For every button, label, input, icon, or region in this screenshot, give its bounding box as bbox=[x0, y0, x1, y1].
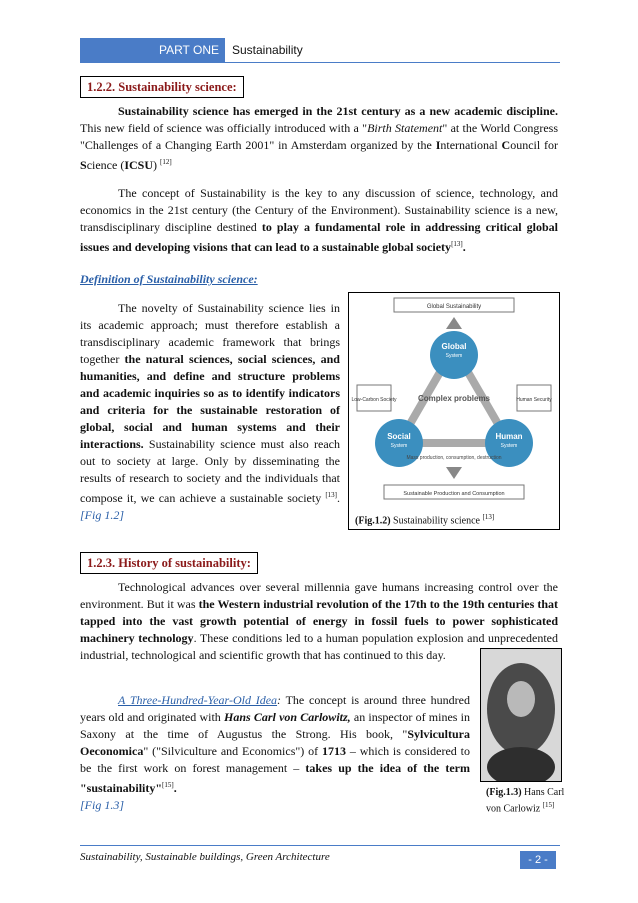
svg-text:Human: Human bbox=[495, 432, 523, 441]
fig-1-2-reference[interactable]: [Fig 1.2] bbox=[80, 508, 125, 522]
definition-heading: Definition of Sustainability science: bbox=[80, 272, 258, 286]
figure-1-3-caption: (Fig.1.3) Hans Carl von Carlowiz [15] bbox=[486, 787, 565, 815]
portrait-image bbox=[481, 649, 561, 781]
sustainability-diagram bbox=[349, 293, 559, 507]
top-label: Global Sustainability bbox=[426, 304, 482, 310]
svg-text:System: System bbox=[500, 443, 518, 449]
svg-text:System: System bbox=[390, 443, 408, 449]
definition-text bbox=[80, 300, 340, 524]
figure-1-2-caption: (Fig.1.2) Sustainability science [13] bbox=[355, 513, 495, 527]
section1-text bbox=[80, 103, 558, 256]
svg-text:Global: Global bbox=[441, 342, 467, 351]
fig-1-3-reference[interactable]: [Fig 1.3] bbox=[80, 798, 125, 812]
header-title: Sustainability bbox=[232, 43, 303, 57]
svg-text:Human Security: Human Security bbox=[516, 397, 552, 403]
svg-text:Low-Carbon Society: Low-Carbon Society bbox=[351, 397, 397, 403]
section-heading-sustainability-science: 1.2.2. Sustainability science: bbox=[80, 76, 244, 98]
section-heading-history: 1.2.3. History of sustainability: bbox=[80, 552, 258, 574]
paragraph-1: Sustainability science has emerged in the 21st century as a new academic discipline. This new field of science was officially introduced with a "Birth Statement" at the World Congress "Challenges of a Changing Earth 2001" in Amsterdam organized by the International Council for Science (ICSU) [12] bbox=[80, 104, 559, 172]
footer-text: Sustainability, Sustainable buildings, Green Architecture bbox=[80, 851, 330, 863]
paragraph-3: The novelty of Sustainability science lies in its academic approach; must therefore establish a transdisciplinary academic framework that brings together the natural sciences, social sciences, and humanities, and define and structure problems and academic inquiries so as to identify indicators and criteria for the sustainable restoration of global, social and human systems and their interactions. Sustainability science must also reach out to society at large. Only by disseminating the results of research to society and the individuals that compose it, we can achieve a sustainable society [13]. [Fig 1.2] bbox=[80, 301, 340, 522]
header-divider bbox=[80, 62, 560, 63]
svg-text:Social: Social bbox=[387, 432, 411, 441]
svg-text:System: System bbox=[445, 353, 463, 359]
paragraph-5: A Three-Hundred-Year-Old Idea: The concept is around three hundred years old and originated with Hans Carl von Carlowitz, an inspector of mines in Saxony at the time of Augustus the Strong. His book, "Sylvicultura Oeconomica" ("Silviculture and Economics") of 1713 – which is considered to be the first work on forest management – takes up the idea of the term "sustainability"[15]. [Fig 1.3] bbox=[80, 693, 471, 812]
portrait-figure bbox=[480, 648, 562, 782]
history-text-bottom bbox=[80, 692, 470, 814]
bottom-label: Sustainable Production and Consumption bbox=[403, 491, 505, 497]
header-part-label: PART ONE bbox=[80, 38, 225, 62]
center-label: Complex problems bbox=[417, 394, 491, 403]
paragraph-2: The concept of Sustainability is the key to any discussion of science, technology, and economics in the 21st century (the Century of the Environment). Sustainability science is a new, transdisciplinary discipline destined to play a fundamental role in addressing critical global issues and developing visions that can lead to a sustainable global society[13]. bbox=[80, 186, 558, 254]
page-number: - 2 - bbox=[520, 851, 556, 869]
footer-divider bbox=[80, 845, 560, 846]
paragraph-4: Technological advances over several millennia gave humans increasing control over the environment. But it was the Western industrial revolution of the 17th to the 19th centuries that tapped into the vast growth potential of energy in fossil fuels to power sophisticated machinery technology. These conditions led to a human population explosion and unprecedented industrial, technological and scientific growth that has continued to this day. bbox=[80, 580, 558, 662]
page-header bbox=[80, 38, 560, 62]
svg-text:Mass production, consumption,: Mass production, consumption, destruction bbox=[406, 455, 502, 461]
figure-sustainability-science bbox=[348, 292, 560, 530]
